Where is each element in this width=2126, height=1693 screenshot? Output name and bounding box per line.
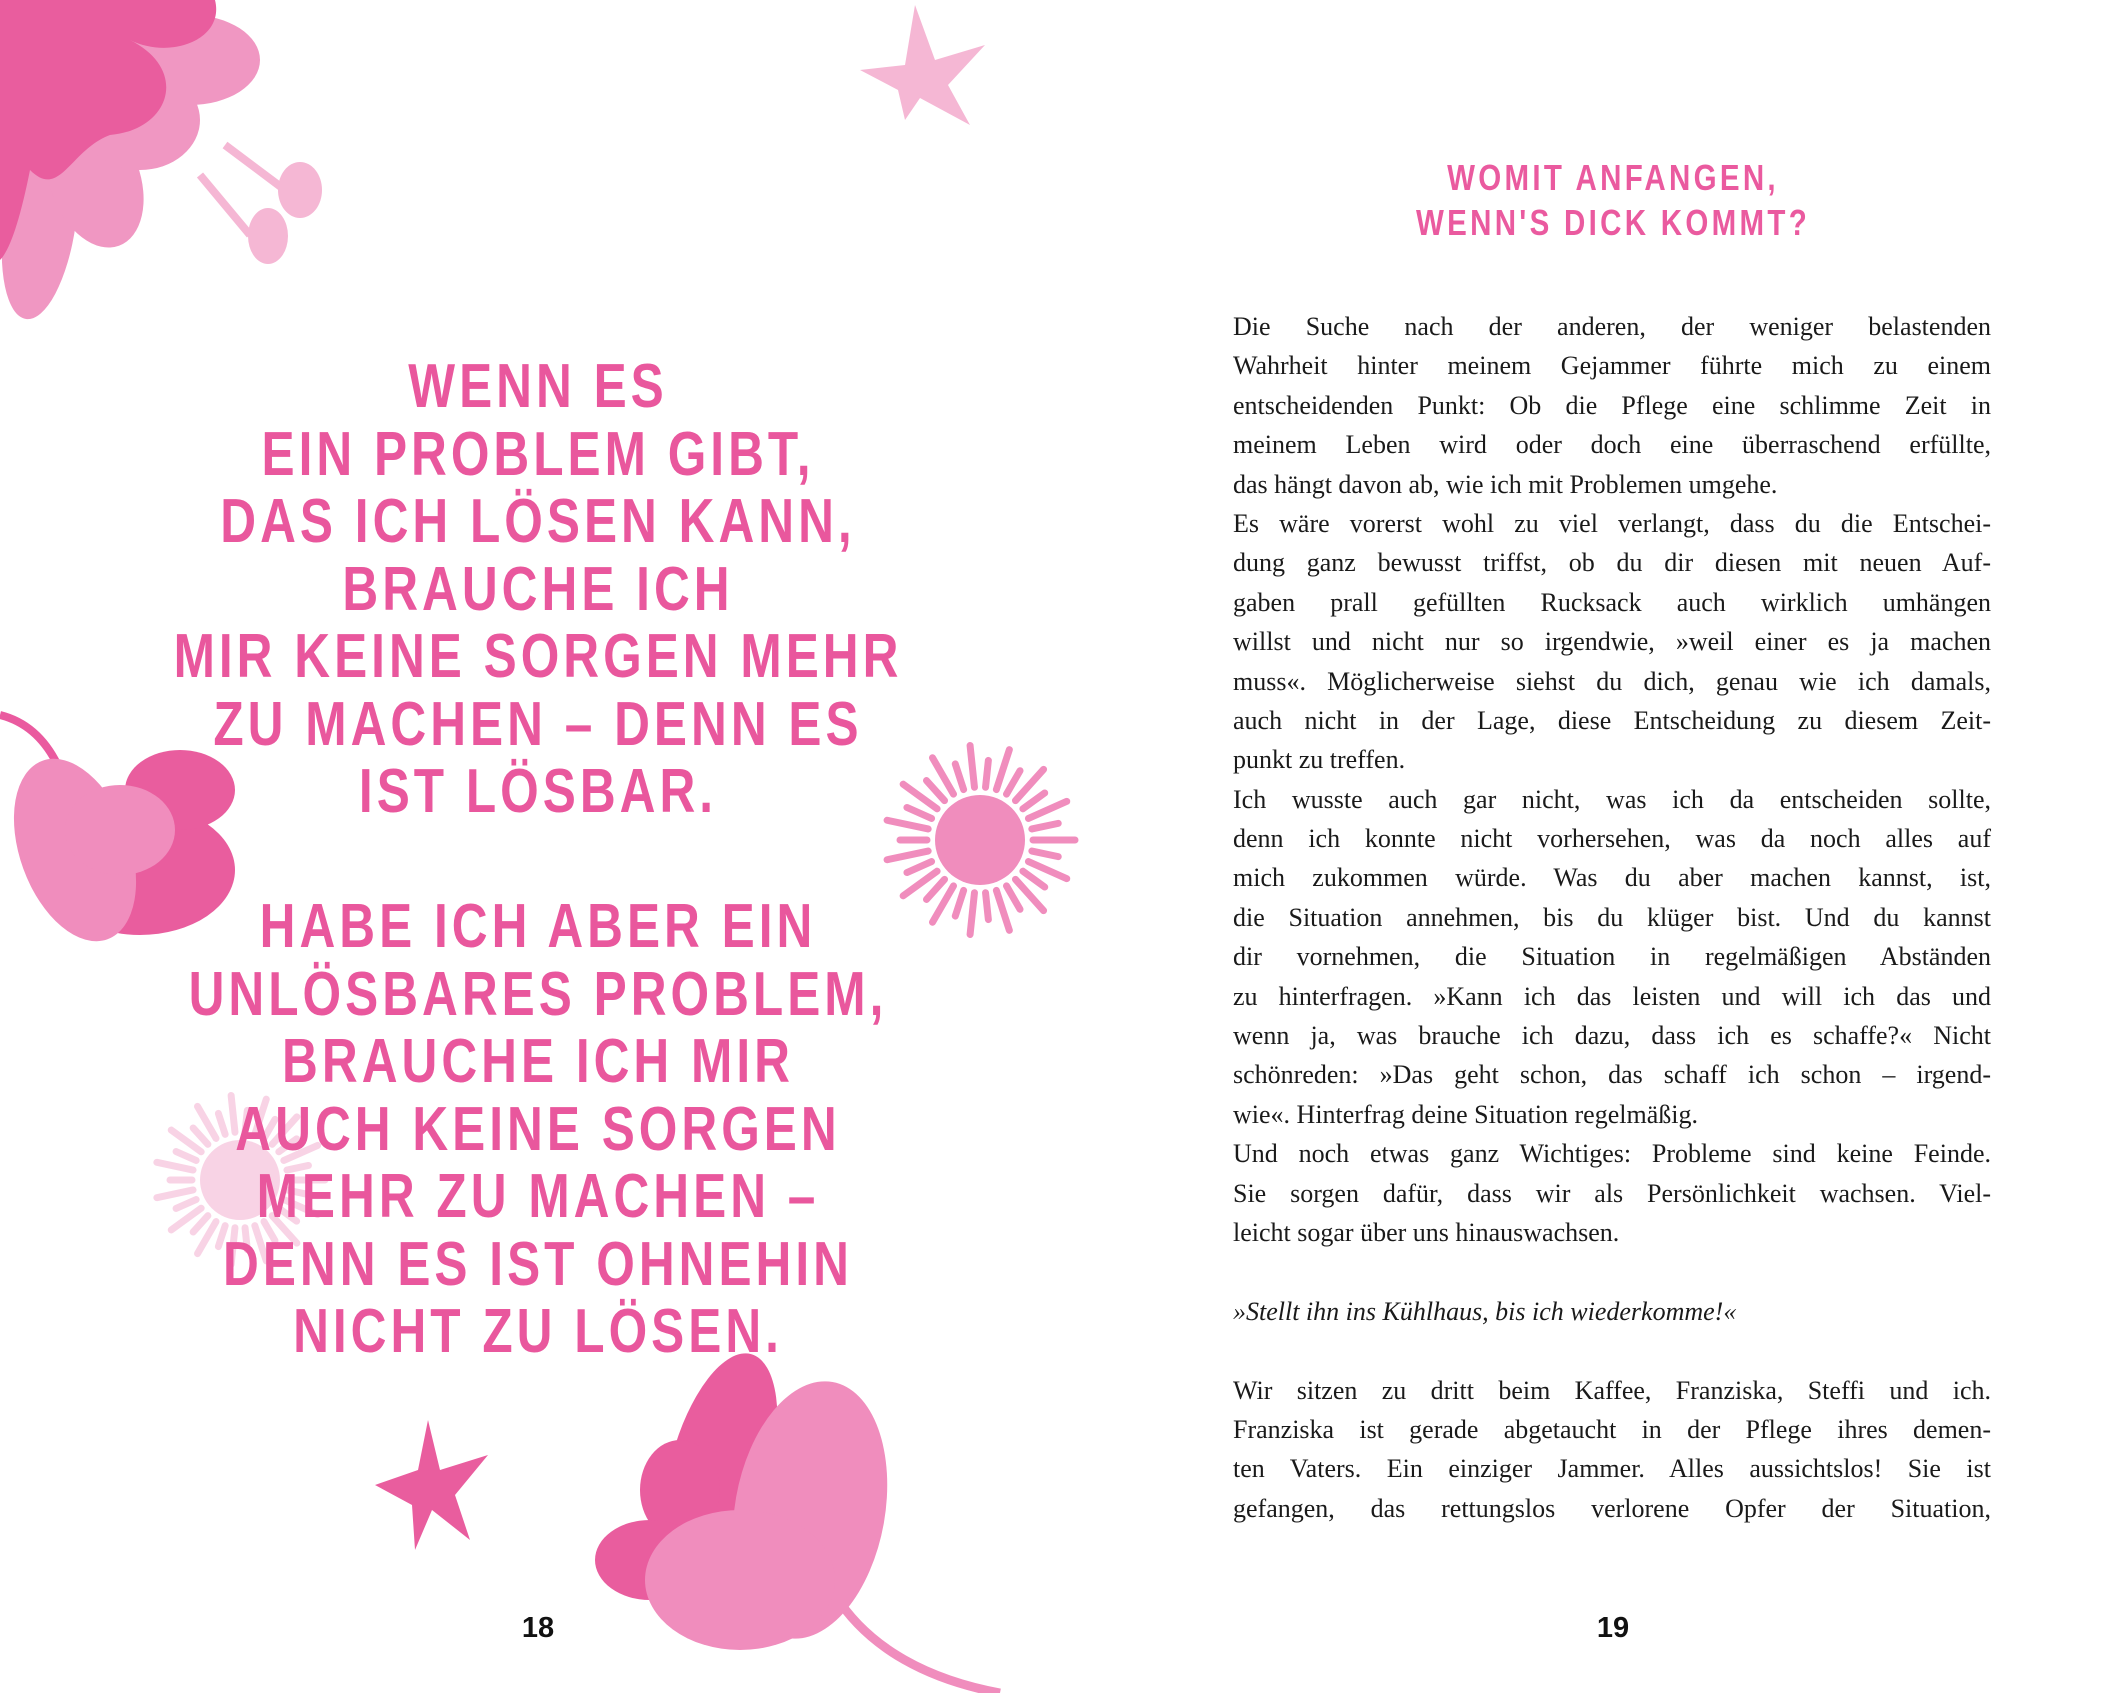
text-line: Es wäre vorerst wohl zu viel verlangt, dass du die Entschei- xyxy=(1233,508,1991,538)
text-line: dir vornehmen, die Situation in regelmäßigen Abständen xyxy=(1233,942,1991,972)
text-line: Wir sitzen zu dritt beim Kaffee, Franziska, Steffi und ich. xyxy=(1233,1375,1991,1405)
text-line: Ich wusste auch gar nicht, was ich da entscheiden sollte, xyxy=(1233,784,1991,814)
text-line: willst und nicht nur so irgendwie, »weil einer es ja machen xyxy=(1233,627,1991,657)
text-line: entscheidenden Punkt: Ob die Pflege eine schlimme Zeit in xyxy=(1233,390,1991,420)
quote-line: WENN ES xyxy=(408,352,668,421)
quote-line: MEHR ZU MACHEN – xyxy=(256,1162,820,1231)
quote-line: BRAUCHE ICH xyxy=(342,554,734,624)
quote-line: AUCH KEINE SORGEN xyxy=(235,1094,841,1164)
quote-line: IST LÖSBAR. xyxy=(358,757,718,826)
star-bottom-icon xyxy=(375,1420,488,1550)
quote-line: NICHT ZU LÖSEN. xyxy=(293,1297,783,1366)
quote-line: EIN PROBLEM GIBT, xyxy=(261,419,815,489)
text-line: Sie sorgen dafür, dass wir als Persönlichkeit wachsen. Viel- xyxy=(1233,1178,1991,1208)
text-line: auch nicht in der Lage, diese Entscheidung zu diesem Zeit- xyxy=(1233,705,1991,735)
text-line: gaben prall gefüllten Rucksack auch wirklich umhängen xyxy=(1233,587,1991,617)
text-line: ten Vaters. Ein einziger Jammer. Alles aussichtslos! Sie ist xyxy=(1233,1454,1991,1484)
text-line: zu hinterfragen. »Kann ich das leisten und will ich das und xyxy=(1233,981,1991,1011)
page-number-left: 18 xyxy=(521,1612,555,1644)
quote-line: DAS ICH LÖSEN KANN, xyxy=(220,487,856,556)
text-line: schönreden: »Das geht schon, das schaff ich schon – irgend- xyxy=(1233,1060,1991,1090)
text-line: Franziska ist gerade abgetaucht in der Pflege ihres demen- xyxy=(1233,1414,1991,1444)
text-line: meinem Leben wird oder doch eine überraschend erfüllte, xyxy=(1233,430,1991,460)
heading-line-1: WOMIT ANFANGEN, xyxy=(1447,157,1779,198)
text-line: die Situation annehmen, bis du klüger bist. Und du kannst xyxy=(1233,902,1991,932)
text-line: denn ich konnte nicht vorhersehen, was da noch alles auf xyxy=(1233,824,1991,854)
star-top-icon xyxy=(860,5,985,125)
quote-line: ZU MACHEN – DENN ES xyxy=(213,689,863,759)
text-line: Wahrheit hinter meinem Gejammer führte mich zu einem xyxy=(1233,351,1991,381)
text-line: wie«. Hinterfrag deine Situation regelmäßig. xyxy=(1233,1099,1698,1129)
quote-spacer xyxy=(172,826,905,894)
quote-line: DENN ES IST OHNEHIN xyxy=(223,1229,853,1299)
text-line: Die Suche nach der anderen, der weniger belastenden xyxy=(1233,312,1991,341)
text-line: leicht sogar über uns hinauswachsen. xyxy=(1233,1217,1620,1247)
flower-top-left-icon xyxy=(0,0,322,324)
quote-line: BRAUCHE ICH MIR xyxy=(282,1027,794,1096)
quote-line: HABE ICH ABER EIN xyxy=(259,892,817,961)
page-number-right: 19 xyxy=(1596,1612,1630,1644)
quote-block xyxy=(80,353,996,1366)
text-line: mich zukommen würde. Was du aber machen kannst, ist, xyxy=(1233,863,1991,893)
text-line: muss«. Möglicherweise siehst du dich, genau wie ich damals, xyxy=(1233,666,1991,696)
blank-line xyxy=(1233,1252,1991,1291)
flower-bottom-icon xyxy=(595,1341,1000,1693)
text-line: Und noch etwas ganz Wichtiges: Probleme sind keine Feinde. xyxy=(1233,1139,1991,1169)
quote-line: MIR KEINE SORGEN MEHR xyxy=(173,622,903,691)
italic-quote-line: »Stellt ihn ins Kühlhaus, bis ich wiederkomme!« xyxy=(1233,1296,1737,1326)
text-line: das hängt davon ab, wie ich mit Problemen umgehe. xyxy=(1233,469,1778,499)
body-text xyxy=(1233,307,1991,1528)
quote-line: UNLÖSBARES PROBLEM, xyxy=(188,959,888,1029)
text-line: gefangen, das rettungslos verlorene Opfer der Situation, xyxy=(1233,1493,1991,1523)
chapter-heading xyxy=(1233,155,1993,245)
text-line: wenn ja, was brauche ich dazu, dass ich es schaffe?« Nicht xyxy=(1233,1021,1991,1051)
text-line: punkt zu treffen. xyxy=(1233,745,1406,775)
heading-line-2: WENN'S DICK KOMMT? xyxy=(1415,202,1811,243)
text-line: dung ganz bewusst triffst, ob du dir diesen mit neuen Auf- xyxy=(1233,548,1991,578)
blank-line xyxy=(1233,1331,1991,1370)
